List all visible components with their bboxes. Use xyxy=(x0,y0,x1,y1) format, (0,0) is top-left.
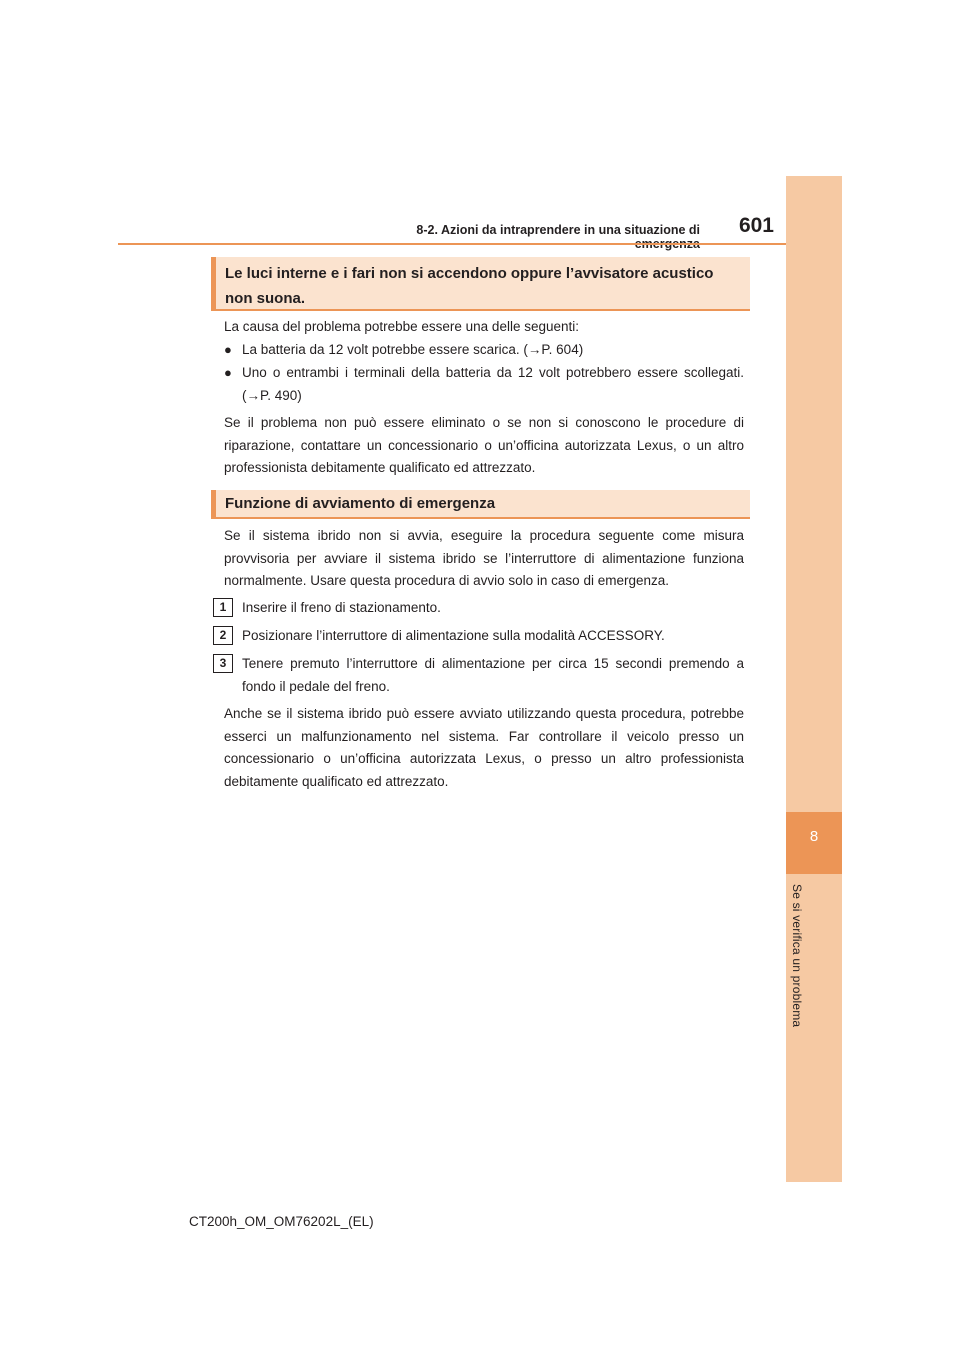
section2-intro: Se il sistema ibrido non si avvia, eseguire la procedura seguente come misura provvisoria per avviare il sistema ibrido se l’interruttore di alimentazione funziona normalmente. Usare questa procedura di avvio solo in caso di emergenza. xyxy=(224,528,744,588)
list-item: ● La batteria da 12 volt potrebbe essere scarica. (→P. 604) xyxy=(224,339,744,362)
section-heading-lights: Le luci interne e i fari non si accendono oppure l’avvisatore acustico non suona. xyxy=(211,257,750,311)
section2-closing: Anche se il sistema ibrido può essere avviato utilizzando questa procedura, potrebbe esserci un malfunzionamento nel sistema. Far controllare il veicolo presso un concessionario o un’officina autorizzata Lexus, o presso un altro professionista debitamente qualificato ed attrezzato. xyxy=(224,706,744,789)
page-number: 601 xyxy=(738,214,774,237)
step-item: 2 Posizionare l’interruttore di alimentazione sulla modalità ACCESSORY. xyxy=(213,625,744,648)
step-number: 1 xyxy=(213,598,233,617)
chapter-side-tab xyxy=(786,176,842,1182)
header-divider xyxy=(118,243,786,245)
bullet-icon: ● xyxy=(224,342,232,357)
step-item: 3 Tenere premuto l’interruttore di alimentazione per circa 15 secondi premendo a fondo il pedale del freno. xyxy=(213,653,744,698)
footer-doc-code: CT200h_OM_OM76202L_(EL) xyxy=(189,1214,374,1229)
list-item: ● Uno o entrambi i terminali della batteria da 12 volt potrebbero essere scollegati. (→P. 490) xyxy=(224,362,744,407)
bullet-icon: ● xyxy=(224,365,232,380)
step-item: 1 Inserire il freno di stazionamento. xyxy=(213,597,744,620)
chapter-number: 8 xyxy=(809,828,819,845)
step-number: 3 xyxy=(213,654,233,673)
section1-closing: Se il problema non può essere eliminato o se non si conoscono le procedure di riparazione, contattare un concessionario o un’officina autorizzata Lexus, o un altro professionista debitamente qualificato ed attrezzato. xyxy=(224,415,744,475)
step-number: 2 xyxy=(213,626,233,645)
chapter-label: Se si verifica un problema xyxy=(790,884,804,1028)
header-section-title: 8-2. Azioni da intraprendere in una situazione di xyxy=(416,223,700,237)
section-heading-emergency-start: Funzione di avviamento di emergenza xyxy=(211,490,750,519)
section1-intro: La causa del problema potrebbe essere una delle seguenti: xyxy=(224,319,579,334)
